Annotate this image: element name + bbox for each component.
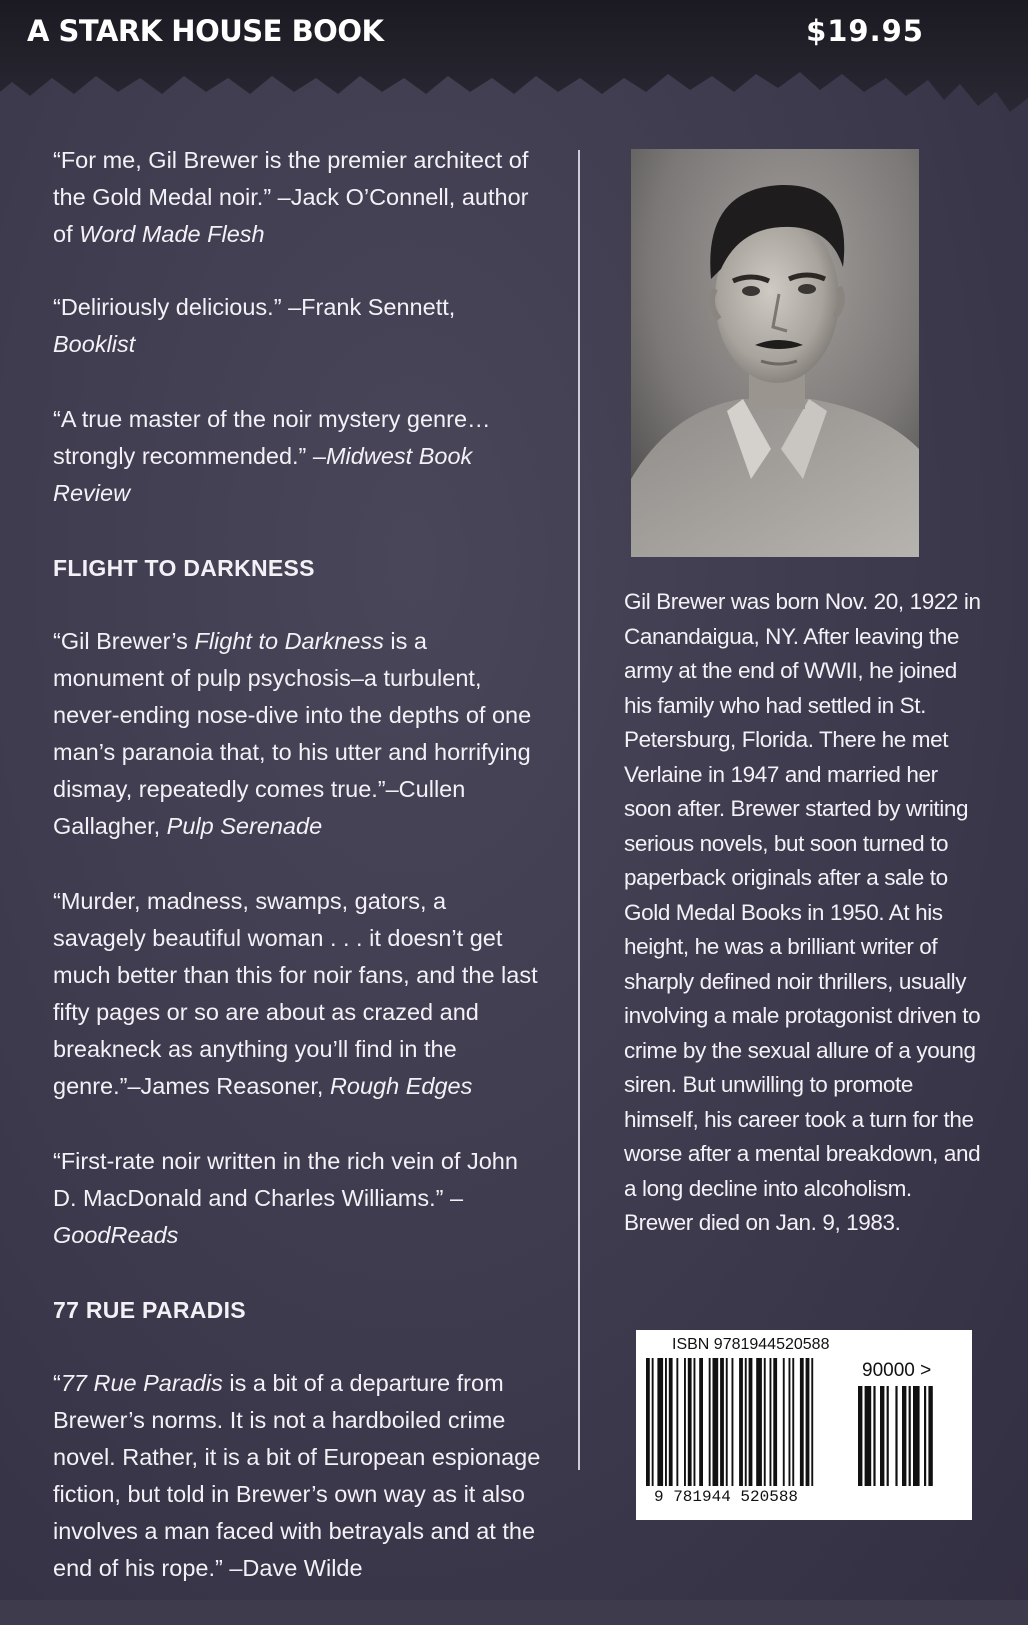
- barcode-bar: [646, 1358, 650, 1486]
- barcode-bar: [756, 1358, 762, 1486]
- barcode-addon-bar: [887, 1386, 889, 1486]
- review-quote: “First-rate noir written in the rich vein of John D. MacDonald and Charles Williams.” –GoodReads: [53, 1148, 518, 1248]
- barcode-bar: [665, 1358, 667, 1486]
- barcode-bar: [800, 1358, 804, 1486]
- barcode-bar: [773, 1358, 777, 1486]
- section-title-flight-to-darkness: FLIGHT TO DARKNESS: [53, 555, 315, 581]
- isbn-label: ISBN 9781944520588: [672, 1336, 830, 1353]
- author-biography: Gil Brewer was born Nov. 20, 1922 in Canandaigua, NY. After leaving the army at the end of WWII, he joined his family who had settled in St. Petersburg, Florida. There he met Verlaine in 1947 and married her soon after. Brewer started by writing serious novels, but soon turned to paperback originals after a sale to Gold Medal Books in 1950. At his height, he was a brilliant writer of sharply defined noir thrillers, usually involving a male protagonist driven to crime by the sexual allure of a young siren. But unwilling to promote himself, his career took a turn for the worse after a mental breakdown, and a long decline into alcoholism. Brewer died on Jan. 9, 1983.: [624, 589, 981, 1235]
- barcode-addon-bar: [928, 1386, 932, 1486]
- barcode-bar: [699, 1358, 703, 1486]
- barcode-addon-bar: [880, 1386, 884, 1486]
- isbn-barcode: [636, 1330, 972, 1520]
- barcode-bar: [749, 1358, 753, 1486]
- barcode-bar: [688, 1358, 692, 1486]
- review-quote: “Deliriously delicious.” –Frank Sennett, Booklist: [53, 294, 456, 357]
- barcode-addon-bar: [865, 1386, 872, 1486]
- barcode-bar: [657, 1358, 663, 1486]
- price-tag: $19.95: [806, 14, 924, 48]
- barcode-bar: [792, 1358, 794, 1486]
- review-quote: “Gil Brewer’s Flight to Darkness is a monument of pulp psychosis–a turbulent, never-ending nose-dive into the depths of one man’s paranoia that, to his utter and horrifying dismay, repeatedly comes true.”–Cullen Gallagher, Pulp Serenade: [53, 628, 532, 839]
- price-code: 90000 >: [862, 1360, 932, 1381]
- publisher-name: A STARK HOUSE BOOK: [27, 14, 384, 48]
- barcode-bar: [732, 1358, 734, 1486]
- barcode-bar: [726, 1358, 728, 1486]
- author-portrait-illustration: [631, 149, 919, 557]
- barcode-bar: [684, 1358, 686, 1486]
- barcode-bar: [739, 1358, 743, 1486]
- barcode-addon-bar: [902, 1386, 906, 1486]
- column-divider: [578, 150, 580, 1470]
- barcode-bar: [720, 1358, 724, 1486]
- barcode-bar: [669, 1358, 673, 1486]
- barcode-bar: [811, 1358, 813, 1486]
- barcode-bar: [764, 1358, 766, 1486]
- barcode-bar: [789, 1358, 791, 1486]
- barcode-addon-bar: [873, 1386, 875, 1486]
- review-quote: “77 Rue Paradis is a bit of a departure from Brewer’s norms. It is not a hardboiled crime novel. Rather, it is a bit of European espionage fiction, but told in Brewer’s own way as it also involves a man faced with betrayals and at the end of his rope.” –Dave Wilde: [53, 1370, 541, 1581]
- barcode-bar: [783, 1358, 785, 1486]
- review-quote: “For me, Gil Brewer is the premier architect of the Gold Medal noir.” –Jack O’Connell, author of Word Made Flesh: [53, 147, 529, 247]
- author-photo: [631, 149, 919, 557]
- barcode-bar: [709, 1358, 711, 1486]
- barcode-addon-bar: [924, 1386, 926, 1486]
- barcode-bar: [676, 1358, 678, 1486]
- barcode-addon-bar: [909, 1386, 911, 1486]
- barcode-bar: [652, 1358, 654, 1486]
- barcode-addon-bar: [858, 1386, 862, 1486]
- top-banner: [0, 0, 1028, 118]
- barcode-addon-bar: [913, 1386, 920, 1486]
- barcode-bar: [713, 1358, 719, 1486]
- review-quote: “A true master of the noir mystery genre… strongly recommended.” –Midwest Book Review: [53, 406, 491, 506]
- section-title-77-rue-paradis: 77 RUE PARADIS: [53, 1297, 246, 1323]
- barcode-digits: 9 781944 520588: [654, 1488, 799, 1506]
- barcode-addon-bar: [895, 1386, 897, 1486]
- barcode-bar: [770, 1358, 772, 1486]
- barcode-bar: [694, 1358, 696, 1486]
- review-quote: “Murder, madness, swamps, gators, a savagely beautiful woman . . . it doesn’t get much better than this for noir fans, and the last fifty pages or so are about as crazed and breakneck as anything you’ll find in the genre.”–James Reasoner, Rough Edges: [53, 888, 538, 1099]
- barcode-bar: [745, 1358, 747, 1486]
- barcode-bar: [806, 1358, 810, 1486]
- reviews-column: [53, 142, 543, 1625]
